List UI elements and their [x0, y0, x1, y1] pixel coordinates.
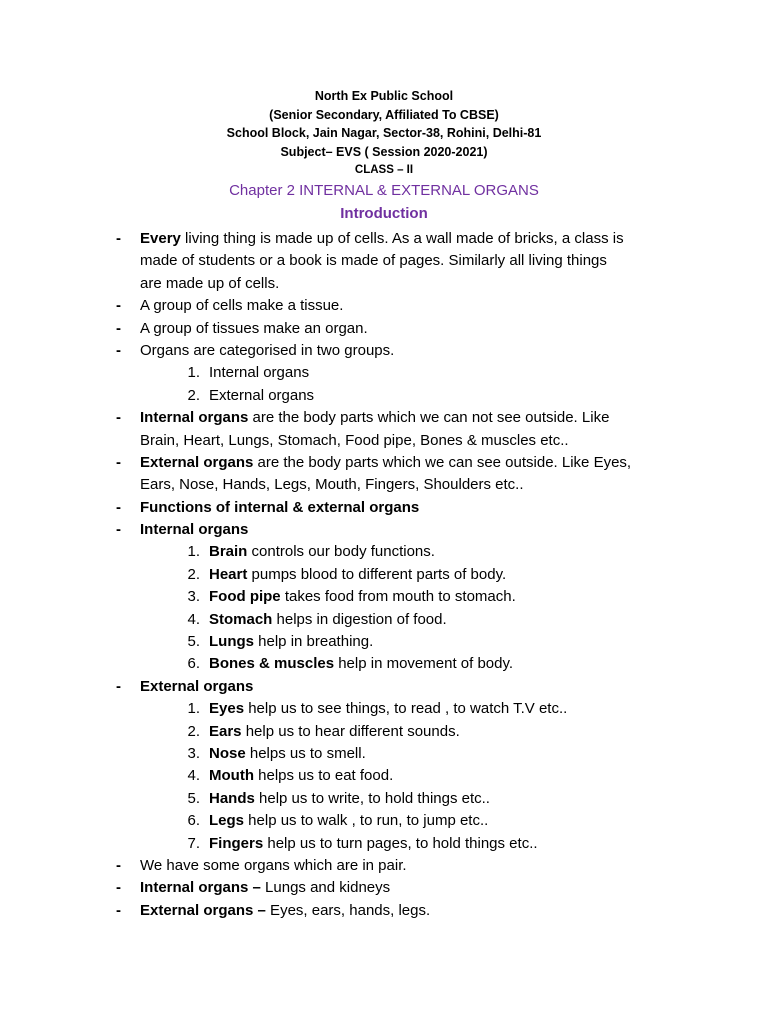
school-affiliation: (Senior Secondary, Affiliated To CBSE) — [269, 107, 499, 122]
item-description: helps us to eat food. — [253, 767, 394, 785]
item-number: 2. — [187, 565, 200, 583]
bullet-item — [0, 340, 768, 362]
chapter-title: Chapter 2 INTERNAL & EXTERNAL ORGANS — [229, 182, 539, 200]
continuation-line — [0, 430, 768, 452]
bold-term: External organs – — [140, 901, 266, 919]
bullet-dash: - — [116, 856, 121, 874]
bold-term: Internal organs – — [140, 879, 261, 897]
item-text — [209, 698, 567, 720]
item-text — [209, 833, 538, 855]
continuation-line — [0, 273, 768, 295]
external-organs-heading: External organs — [140, 677, 254, 695]
item-description: helps us to smell. — [245, 744, 366, 762]
bullet-dash: - — [116, 901, 121, 919]
bold-term: Legs — [209, 812, 245, 830]
item-description: help us to hear different sounds. — [241, 722, 460, 740]
item-number: 3. — [187, 744, 200, 762]
bullet-item — [0, 855, 768, 877]
bullet-text — [140, 900, 430, 922]
text-line: are made up of cells. — [140, 274, 280, 292]
internal-organs-heading: Internal organs — [140, 521, 249, 539]
bullet-item — [0, 497, 768, 519]
bullet-item — [0, 676, 768, 698]
bullet-item — [0, 295, 768, 317]
item-text: External organs — [209, 386, 315, 404]
bullet-text — [140, 877, 390, 899]
external-organs-list — [0, 698, 768, 855]
item-number: 7. — [187, 834, 200, 852]
text-line: living thing is made up of cells. As a wall made of bricks, a class is — [180, 230, 624, 247]
bold-term: Hands — [209, 789, 255, 807]
item-text — [209, 541, 435, 563]
numbered-item — [0, 743, 768, 765]
bullet-text: A group of cells make a tissue. — [140, 297, 344, 315]
bullet-item — [0, 407, 768, 429]
bullet-text — [140, 407, 609, 429]
functions-heading: Functions of internal & external organs — [140, 498, 420, 516]
bold-term: Eyes — [209, 700, 245, 718]
text-line: are the body parts which we can see outside. Like Eyes, — [253, 453, 632, 471]
numbered-item — [0, 833, 768, 855]
bullet-dash: - — [116, 341, 121, 359]
bullet-dash: - — [116, 409, 121, 427]
bullet-text: A group of tissues make an organ. — [140, 319, 368, 337]
text-line: Brain, Heart, Lungs, Stomach, Food pipe, Bones & muscles etc.. — [140, 431, 569, 449]
document-body — [0, 228, 768, 922]
numbered-item — [0, 362, 768, 384]
text-line: Ears, Nose, Hands, Legs, Mouth, Fingers, Shoulders etc.. — [140, 476, 524, 494]
numbered-item — [0, 698, 768, 720]
item-description: help in movement of body. — [334, 655, 514, 673]
bold-term: Fingers — [209, 834, 264, 852]
item-text — [209, 564, 506, 586]
bullet-item — [0, 900, 768, 922]
item-text — [209, 721, 460, 743]
bullet-text: We have some organs which are in pair. — [140, 856, 407, 874]
bold-term: Nose — [209, 744, 246, 762]
item-number: 1. — [187, 543, 200, 561]
bullet-dash: - — [116, 319, 121, 337]
bullet-dash: - — [116, 297, 121, 315]
bold-term: Mouth — [209, 767, 254, 785]
numbered-item — [0, 541, 768, 563]
bullet-dash: - — [116, 498, 121, 516]
numbered-item — [0, 721, 768, 743]
bold-term: Stomach — [209, 610, 273, 628]
item-text — [209, 743, 366, 765]
item-number: 5. — [187, 789, 200, 807]
item-description: helps in digestion of food. — [272, 610, 447, 628]
item-description: pumps blood to different parts of body. — [247, 565, 507, 583]
school-address: School Block, Jain Nagar, Sector-38, Rohini, Delhi-81 — [226, 126, 542, 141]
text-line: are the body parts which we can not see outside. Like — [248, 409, 610, 427]
bullet-dash: - — [116, 453, 121, 471]
bullet-item — [0, 228, 768, 250]
bold-term: Every — [140, 230, 181, 247]
numbered-item — [0, 810, 768, 832]
bold-term: Lungs — [209, 633, 254, 651]
bullet-dash: - — [116, 677, 121, 695]
internal-organs-list — [0, 541, 768, 675]
class-line: CLASS – II — [354, 164, 414, 177]
bullet-text: Organs are categorised in two groups. — [140, 341, 395, 359]
item-description: help us to walk , to run, to jump etc.. — [244, 812, 489, 830]
numbered-item — [0, 631, 768, 653]
bullet-dash: - — [116, 879, 121, 897]
subject-line: Subject– EVS ( Session 2020-2021) — [280, 144, 488, 159]
item-text — [209, 653, 513, 675]
bullet-item — [0, 452, 768, 474]
bullet-dash: - — [116, 230, 121, 247]
bold-term: Bones & muscles — [209, 655, 335, 673]
item-text — [209, 810, 488, 832]
item-description: help in breathing. — [254, 633, 374, 651]
item-number: 1. — [187, 700, 200, 718]
item-description: controls our body functions. — [247, 543, 435, 561]
continuation-line — [0, 474, 768, 496]
item-number: 3. — [187, 588, 200, 606]
continuation-line — [0, 250, 768, 272]
numbered-item — [0, 385, 768, 407]
item-description: help us to write, to hold things etc.. — [254, 789, 490, 807]
bullet-item — [0, 877, 768, 899]
item-number: 2. — [187, 386, 200, 404]
numbered-item — [0, 765, 768, 787]
numbered-item — [0, 788, 768, 810]
item-text — [209, 788, 490, 810]
numbered-item — [0, 564, 768, 586]
item-number: 1. — [187, 364, 200, 382]
text-line: Eyes, ears, hands, legs. — [265, 901, 431, 919]
item-number: 2. — [187, 722, 200, 740]
numbered-item — [0, 586, 768, 608]
text-line: Lungs and kidneys — [260, 879, 391, 897]
item-number: 6. — [187, 655, 200, 673]
item-text — [209, 586, 516, 608]
bullet-text — [140, 228, 624, 250]
item-text: Internal organs — [209, 364, 310, 382]
text-line: made of students or a book is made of pages. Similarly all living things — [140, 252, 607, 270]
bold-term: Ears — [209, 722, 242, 740]
section-title: Introduction — [340, 204, 428, 222]
numbered-item — [0, 609, 768, 631]
numbered-item — [0, 653, 768, 675]
item-text — [209, 765, 393, 787]
item-number: 4. — [187, 767, 200, 785]
bold-term: External organs — [140, 453, 254, 471]
document-header — [0, 87, 768, 225]
bold-term: Food pipe — [209, 588, 281, 606]
bullet-item — [0, 519, 768, 541]
bold-term: Brain — [209, 543, 248, 561]
item-number: 6. — [187, 812, 200, 830]
item-number: 5. — [187, 633, 200, 651]
bullet-text — [140, 452, 631, 474]
bullet-item — [0, 318, 768, 340]
item-description: help us to turn pages, to hold things etc.. — [263, 834, 538, 852]
item-description: takes food from mouth to stomach. — [280, 588, 516, 606]
item-number: 4. — [187, 610, 200, 628]
item-description: help us to see things, to read , to watch T.V etc.. — [244, 700, 568, 718]
bullet-dash: - — [116, 521, 121, 539]
bold-term: Internal organs — [140, 409, 249, 427]
item-text — [209, 609, 447, 631]
bold-term: Heart — [209, 565, 248, 583]
school-name: North Ex Public School — [314, 89, 454, 103]
item-text — [209, 631, 373, 653]
